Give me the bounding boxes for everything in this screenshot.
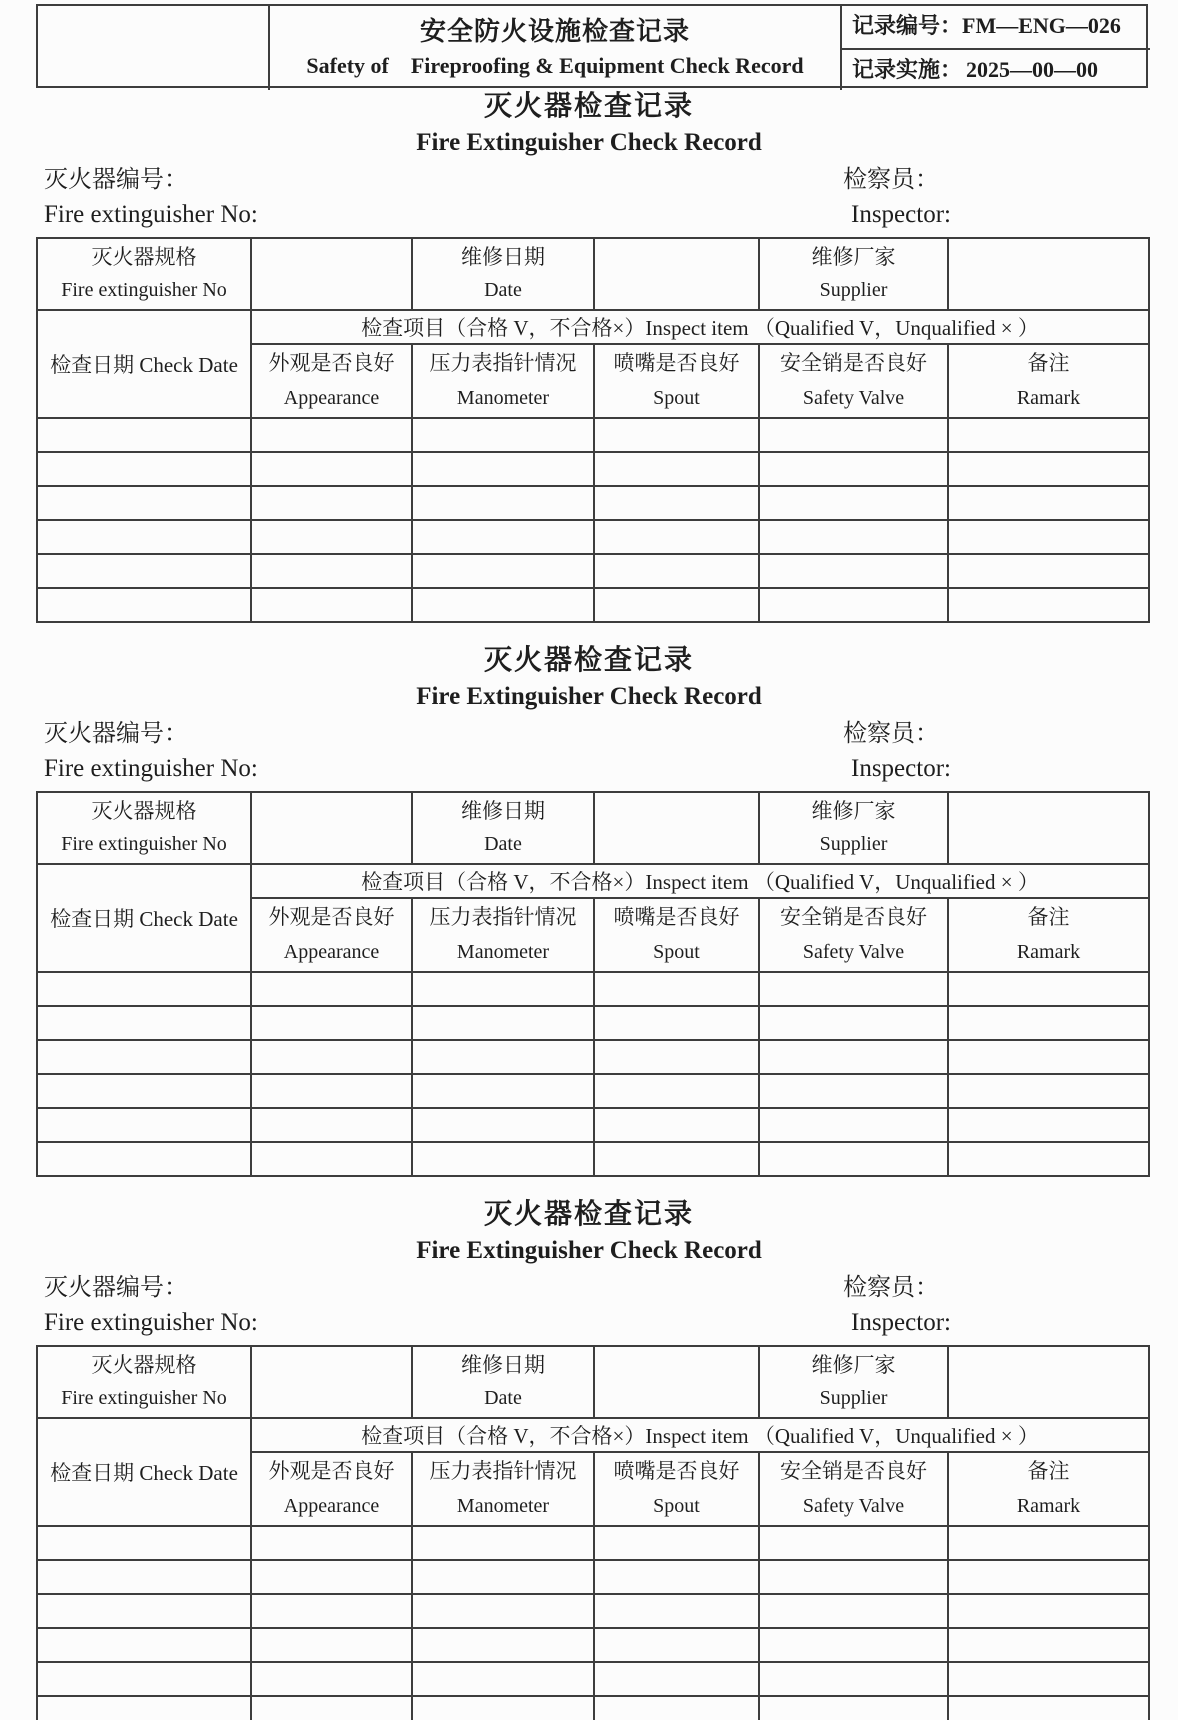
appearance-label-en: Appearance [283, 941, 380, 963]
extinguisher-no-label-en: Fire extinguisher No: [44, 755, 258, 782]
extinguisher-no-label-cn: 灭火器编号： [44, 167, 188, 193]
data-cell [412, 486, 594, 520]
table-row-inspect-item [37, 310, 1149, 344]
data-cell [37, 1696, 251, 1720]
data-cell [251, 972, 412, 1006]
spec-label-cell [37, 238, 251, 310]
remark-label-en: Ramark [1016, 941, 1081, 963]
check-table [36, 791, 1150, 1177]
data-cell [948, 1108, 1149, 1142]
data-cell [594, 1108, 759, 1142]
supplier-label-en: Supplier [819, 833, 888, 855]
data-cell [251, 1628, 412, 1662]
data-cell [594, 1560, 759, 1594]
spec-label-en: Fire extinguisher No [61, 1387, 227, 1409]
data-cell [759, 1594, 948, 1628]
supplier-label-en: Supplier [819, 1387, 888, 1409]
inspect-item-header-cell: 检查项目（合格 V，不合格×）Inspect item （Qualified V，Unqualified × ） [251, 864, 1149, 898]
data-cell [594, 520, 759, 554]
spout-label-cn: 喷嘴是否良好 [613, 351, 740, 375]
extinguisher-no-label-en: Fire extinguisher No: [44, 1309, 258, 1336]
record-date-cell [842, 48, 1150, 90]
table-row [37, 1074, 1149, 1108]
data-cell [948, 1074, 1149, 1108]
remark-label-cn: 备注 [1027, 1459, 1070, 1483]
data-cell [594, 1142, 759, 1176]
section-fields [36, 1270, 1142, 1340]
data-cell [412, 1560, 594, 1594]
data-cell [948, 1594, 1149, 1628]
document-header [36, 4, 1148, 88]
appearance-label-en: Appearance [283, 387, 380, 409]
data-cell [251, 452, 412, 486]
data-cell [948, 1560, 1149, 1594]
manometer-label-cn: 压力表指针情况 [429, 1459, 577, 1483]
data-cell [759, 1074, 948, 1108]
data-cell [948, 1526, 1149, 1560]
spout-label-cn: 喷嘴是否良好 [613, 1459, 740, 1483]
record-number-label: 记录编号： [852, 13, 963, 38]
table-row [37, 452, 1149, 486]
manometer-label-en: Manometer [456, 941, 550, 963]
data-cell [594, 1696, 759, 1720]
record-date-value: 2025—00—00 [966, 57, 1099, 82]
manometer-label-cn: 压力表指针情况 [429, 351, 577, 375]
spec-label-en: Fire extinguisher No [61, 279, 227, 301]
safety-valve-label-cn: 安全销是否良好 [780, 351, 927, 375]
manometer-label-en: Manometer [456, 1495, 550, 1517]
check-table [36, 1345, 1150, 1720]
inspector-label-en: Inspector: [851, 755, 951, 782]
section-title-en: Fire Extinguisher Check Record [416, 683, 762, 710]
data-cell [37, 1628, 251, 1662]
table-row [37, 1662, 1149, 1696]
safety-valve-label-en: Safety Valve [802, 941, 905, 963]
data-cell [948, 1142, 1149, 1176]
date-label-cn: 维修日期 [461, 799, 545, 823]
column-header-spout [594, 1452, 759, 1526]
manometer-label-cn: 压力表指针情况 [429, 905, 577, 929]
table-row-inspect-item [37, 1418, 1149, 1452]
safety-valve-label-cn: 安全销是否良好 [780, 1459, 927, 1483]
data-cell [594, 1662, 759, 1696]
table-row [37, 1526, 1149, 1560]
data-cell [412, 1696, 594, 1720]
data-cell [412, 1628, 594, 1662]
table-row [37, 1006, 1149, 1040]
data-cell [948, 1040, 1149, 1074]
data-cell [759, 1108, 948, 1142]
data-cell [251, 1006, 412, 1040]
data-cell [37, 1662, 251, 1696]
data-cell [412, 1006, 594, 1040]
table-row [37, 554, 1149, 588]
section-fields [36, 162, 1142, 232]
table-row [37, 1142, 1149, 1176]
data-cell [412, 972, 594, 1006]
data-cell [412, 452, 594, 486]
data-cell [759, 1526, 948, 1560]
table-row [37, 972, 1149, 1006]
data-cell [37, 1006, 251, 1040]
data-cell [759, 972, 948, 1006]
column-header-spout [594, 344, 759, 418]
remark-label-cn: 备注 [1027, 905, 1070, 929]
spout-label-cn: 喷嘴是否良好 [613, 905, 740, 929]
spout-label-en: Spout [653, 387, 700, 409]
data-cell [759, 1628, 948, 1662]
data-cell [412, 1662, 594, 1696]
data-cell [37, 1040, 251, 1074]
table-row [37, 486, 1149, 520]
appearance-label-cn: 外观是否良好 [268, 905, 395, 929]
data-cell [412, 554, 594, 588]
data-cell [594, 1040, 759, 1074]
date-input-cell [594, 1346, 759, 1418]
column-header-manometer [412, 344, 594, 418]
check-date-header-cell: 检查日期 Check Date [37, 864, 251, 972]
date-label-en: Date [484, 279, 522, 301]
table-row [37, 1594, 1149, 1628]
data-cell [412, 1040, 594, 1074]
data-cell [37, 486, 251, 520]
column-header-remark [948, 344, 1149, 418]
header-title-cell [270, 6, 842, 90]
document-title-en: Safety of Fireproofing & Equipment Check Record [306, 53, 804, 78]
data-cell [759, 1560, 948, 1594]
data-cell [948, 1628, 1149, 1662]
data-cell [251, 486, 412, 520]
section-title-cn: 灭火器检查记录 [483, 645, 694, 676]
data-cell [594, 554, 759, 588]
data-cell [37, 520, 251, 554]
data-cell [37, 972, 251, 1006]
record-number-value: FM—ENG—026 [962, 13, 1121, 38]
data-cell [594, 418, 759, 452]
supplier-label-cn: 维修厂家 [811, 245, 896, 269]
data-cell [251, 1074, 412, 1108]
spec-label-en: Fire extinguisher No [61, 833, 227, 855]
table-row-spec [37, 238, 1149, 310]
column-header-safety-valve [759, 898, 948, 972]
date-label-en: Date [484, 833, 522, 855]
check-date-header-cell: 检查日期 Check Date [37, 1418, 251, 1526]
table-row [37, 588, 1149, 622]
remark-label-cn: 备注 [1027, 351, 1070, 375]
table-row [37, 520, 1149, 554]
data-cell [594, 1628, 759, 1662]
data-cell [594, 452, 759, 486]
extinguisher-no-label-cn: 灭火器编号： [44, 1275, 188, 1301]
data-cell [251, 1142, 412, 1176]
date-label-cell [412, 1346, 594, 1418]
date-input-cell [594, 238, 759, 310]
data-cell [594, 1006, 759, 1040]
section-fire-extinguisher-record-2 [0, 642, 1178, 1177]
extinguisher-no-label-cn: 灭火器编号： [44, 721, 188, 747]
data-cell [251, 1108, 412, 1142]
data-cell [412, 1108, 594, 1142]
data-cell [948, 418, 1149, 452]
data-cell [948, 452, 1149, 486]
data-cell [37, 554, 251, 588]
data-cell [412, 1074, 594, 1108]
remark-label-en: Ramark [1016, 1495, 1081, 1517]
date-label-cell [412, 792, 594, 864]
table-row-spec [37, 792, 1149, 864]
data-cell [412, 1142, 594, 1176]
inspect-item-header-cell: 检查项目（合格 V，不合格×）Inspect item （Qualified V，Unqualified × ） [251, 310, 1149, 344]
data-cell [37, 1594, 251, 1628]
data-cell [759, 486, 948, 520]
section-fire-extinguisher-record-3 [0, 1196, 1178, 1720]
column-header-appearance [251, 1452, 412, 1526]
inspector-label-en: Inspector: [851, 1309, 951, 1336]
data-cell [759, 1006, 948, 1040]
table-row-inspect-item [37, 864, 1149, 898]
section-title-en: Fire Extinguisher Check Record [416, 1237, 762, 1264]
data-cell [251, 554, 412, 588]
data-cell [412, 1526, 594, 1560]
data-cell [594, 486, 759, 520]
table-row [37, 1696, 1149, 1720]
table-row-spec [37, 1346, 1149, 1418]
data-cell [594, 972, 759, 1006]
data-cell [594, 588, 759, 622]
data-cell [759, 1040, 948, 1074]
supplier-label-cell [759, 1346, 948, 1418]
spout-label-en: Spout [653, 941, 700, 963]
inspector-label-en: Inspector: [851, 201, 951, 228]
data-cell [251, 418, 412, 452]
data-cell [251, 1662, 412, 1696]
spec-input-cell [251, 1346, 412, 1418]
data-cell [759, 520, 948, 554]
date-input-cell [594, 792, 759, 864]
appearance-label-en: Appearance [283, 1495, 380, 1517]
column-header-appearance [251, 898, 412, 972]
data-cell [948, 520, 1149, 554]
section-title-cn: 灭火器检查记录 [483, 1199, 694, 1230]
column-header-safety-valve [759, 1452, 948, 1526]
data-cell [948, 1006, 1149, 1040]
safety-valve-label-cn: 安全销是否良好 [780, 905, 927, 929]
data-cell [251, 1526, 412, 1560]
column-header-remark [948, 1452, 1149, 1526]
spout-label-en: Spout [653, 1495, 700, 1517]
column-header-appearance [251, 344, 412, 418]
data-cell [759, 452, 948, 486]
section-fields [36, 716, 1142, 786]
manometer-label-en: Manometer [456, 387, 550, 409]
record-number-cell [842, 6, 1150, 48]
data-cell [759, 418, 948, 452]
supplier-input-cell [948, 792, 1149, 864]
remark-label-en: Ramark [1016, 387, 1081, 409]
date-label-cell [412, 238, 594, 310]
spec-input-cell [251, 792, 412, 864]
safety-valve-label-en: Safety Valve [802, 1495, 905, 1517]
document-title-cn: 安全防火设施检查记录 [419, 17, 690, 46]
data-cell [594, 1594, 759, 1628]
appearance-label-cn: 外观是否良好 [268, 1459, 395, 1483]
check-date-header-cell: 检查日期 Check Date [37, 310, 251, 418]
supplier-label-cn: 维修厂家 [811, 1353, 896, 1377]
check-table [36, 237, 1150, 623]
data-cell [412, 1594, 594, 1628]
data-cell [759, 588, 948, 622]
section-title-cn: 灭火器检查记录 [483, 91, 694, 122]
data-cell [251, 1040, 412, 1074]
data-cell [948, 972, 1149, 1006]
extinguisher-no-label-en: Fire extinguisher No: [44, 201, 258, 228]
data-cell [37, 1142, 251, 1176]
data-cell [37, 588, 251, 622]
data-cell [37, 452, 251, 486]
date-label-cn: 维修日期 [461, 1353, 545, 1377]
data-cell [37, 1074, 251, 1108]
table-row [37, 1628, 1149, 1662]
section-title-en: Fire Extinguisher Check Record [416, 129, 762, 156]
header-logo-cell [38, 6, 270, 90]
data-cell [251, 588, 412, 622]
data-cell [948, 1662, 1149, 1696]
column-header-spout [594, 898, 759, 972]
supplier-label-cell [759, 792, 948, 864]
data-cell [37, 418, 251, 452]
data-cell [412, 520, 594, 554]
data-cell [251, 520, 412, 554]
data-cell [759, 1142, 948, 1176]
record-date-label: 记录实施： [852, 57, 963, 82]
data-cell [412, 418, 594, 452]
data-cell [759, 554, 948, 588]
inspector-label-cn: 检察员： [843, 1275, 939, 1301]
supplier-label-cell [759, 238, 948, 310]
date-label-cn: 维修日期 [461, 245, 545, 269]
table-row [37, 1108, 1149, 1142]
data-cell [759, 1662, 948, 1696]
data-cell [594, 1526, 759, 1560]
spec-label-cell [37, 792, 251, 864]
supplier-label-cn: 维修厂家 [811, 799, 896, 823]
data-cell [759, 1696, 948, 1720]
column-header-remark [948, 898, 1149, 972]
table-row [37, 1560, 1149, 1594]
data-cell [37, 1560, 251, 1594]
table-row [37, 1040, 1149, 1074]
data-cell [37, 1108, 251, 1142]
data-cell [412, 588, 594, 622]
supplier-input-cell [948, 238, 1149, 310]
inspector-label-cn: 检察员： [843, 167, 939, 193]
spec-input-cell [251, 238, 412, 310]
section-fire-extinguisher-record-1 [0, 88, 1178, 623]
date-label-en: Date [484, 1387, 522, 1409]
inspector-label-cn: 检察员： [843, 721, 939, 747]
data-cell [251, 1696, 412, 1720]
table-row [37, 418, 1149, 452]
spec-label-cn: 灭火器规格 [91, 245, 197, 269]
data-cell [948, 1696, 1149, 1720]
data-cell [251, 1560, 412, 1594]
data-cell [948, 554, 1149, 588]
safety-valve-label-en: Safety Valve [802, 387, 905, 409]
data-cell [251, 1594, 412, 1628]
spec-label-cn: 灭火器规格 [91, 799, 197, 823]
spec-label-cell [37, 1346, 251, 1418]
data-cell [948, 588, 1149, 622]
data-cell [948, 486, 1149, 520]
supplier-input-cell [948, 1346, 1149, 1418]
column-header-manometer [412, 1452, 594, 1526]
spec-label-cn: 灭火器规格 [91, 1353, 197, 1377]
inspect-item-header-cell: 检查项目（合格 V，不合格×）Inspect item （Qualified V，Unqualified × ） [251, 1418, 1149, 1452]
data-cell [37, 1526, 251, 1560]
column-header-safety-valve [759, 344, 948, 418]
data-cell [594, 1074, 759, 1108]
appearance-label-cn: 外观是否良好 [268, 351, 395, 375]
column-header-manometer [412, 898, 594, 972]
supplier-label-en: Supplier [819, 279, 888, 301]
